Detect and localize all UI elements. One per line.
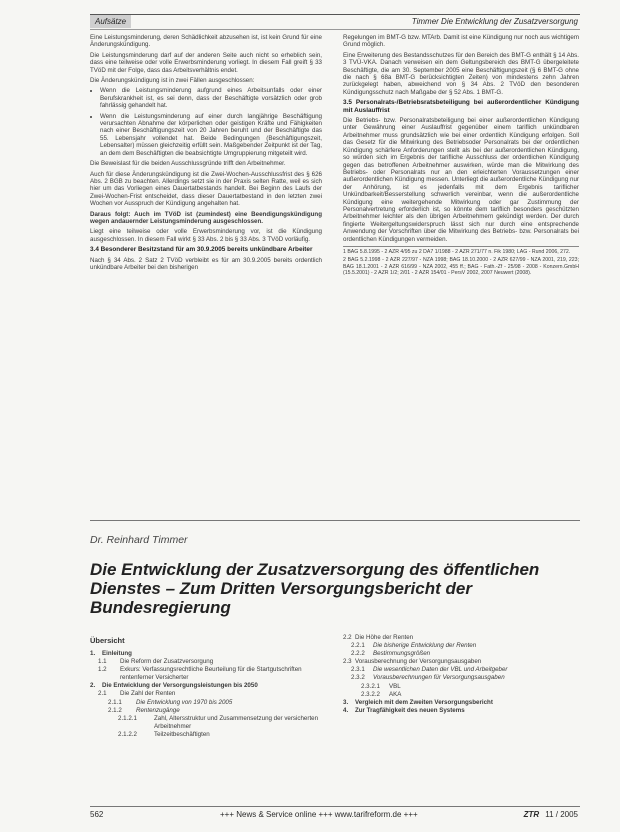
toc-text: Rentenzugänge [136, 706, 180, 714]
toc-number: 1. [90, 650, 96, 657]
paragraph: Die Änderungskündigung ist in zwei Fällen ausgeschlossen: [90, 77, 255, 85]
paragraph: Die Beweislast für die beiden Ausschlussgründe trifft den Arbeitnehmer. [90, 160, 286, 168]
toc-entry [90, 707, 330, 715]
toc-entry [90, 715, 330, 731]
toc-number: 2.1.2.2 [118, 730, 137, 738]
toc-number: 2.1.1 [108, 698, 122, 706]
toc-entry [343, 666, 579, 674]
toc-right-column [343, 634, 579, 715]
journal-logo: ZTR [523, 810, 540, 819]
paragraph-emphasis: Daraus folgt: Auch im TVöD ist (zumindest) eine Beendigungskündigung wegen andauernder Leistungsminderung ausgeschlossen. [90, 210, 322, 225]
toc-left-column [90, 650, 330, 739]
footnote: 2 BAG 5.2.1998 - 2 AZR 227/97 - NZA 1998; BAG 18.10.2000 - 2 AZR 627/99 - NZA 2001, 219, 223; BAG 18.1.2001 - 2 AZR 616/99 - NZA 2002, 455 ff.; BAG - Fath.-Zf - 25/98 - 2008 - Konzern.GmbH (15.5.2001) - 2 AZR 1/2; 2/01 - 2 AZR 154/01 - PersV 2002, 2007 Neuwert (2008). [343, 257, 579, 277]
section-heading: 3.4 Besonderer Besitzstand für am 30.9.2005 bereits unkündbare Arbeiter [90, 246, 313, 254]
toc-entry [90, 666, 330, 682]
toc-number: 1.1 [98, 658, 107, 666]
toc-text: Zur Tragfähigkeit des neuen Systems [355, 706, 465, 714]
toc-entry [90, 731, 330, 739]
toc-text: Vorausberechnungen für Versorgungsausgaben [373, 674, 505, 682]
toc-text: Die Zahl der Renten [120, 690, 176, 698]
toc-number: 2.2.2 [351, 650, 365, 658]
footer-news-link[interactable]: +++ News & Service online +++ www.tarifreform.de +++ [220, 810, 418, 819]
toc-entry [343, 658, 579, 666]
toc-number: 1.2 [98, 666, 107, 674]
left-column [90, 34, 322, 512]
toc-text: Exkurs: Verfassungsrechtliche Beurteilung für die Startgutschriften rentenferner Versicherter [120, 666, 302, 682]
toc-number: 2.3.2 [351, 674, 365, 682]
article-title: Die Entwicklung der Zusatzversorgung des öffentlichen Dienstes – Zum Dritten Versorgungsbericht der Bundesregierung [90, 560, 540, 617]
journal-issue [524, 809, 578, 821]
section-badge: Aufsätze [90, 15, 131, 28]
footnotes [343, 246, 579, 277]
paragraph: Nach § 34 Abs. 2 Satz 2 TVöD verbleibt es für am 30.9.2005 bereits ordentlich unkündbare Arbeiter bei den bisherigen [90, 256, 322, 271]
list-item: • Wenn die Leistungsminderung auf einer durch langjährige Beschäftigung verursachten Abnahme der körperlichen oder geistigen Kräfte und Fähigkeiten nach einer Beschäftigungszeit von 20 Jahren beruht und der Beschäftigte das 55. Lebensjahr vollendet hat. Beide Bedingungen (Beschäftigungszeit, Lebensalter) müssen gleichzeitig erfüllt sein. Maßgebender Zeitpunkt ist der Tag, an dem dem Beschäftigten die beabsichtigte Umgruppierung mitgeteilt wird. [100, 113, 322, 157]
page-number: 562 [90, 810, 104, 819]
toc-number: 2.1.2 [108, 706, 122, 714]
toc-number: 2.2 [343, 634, 352, 641]
toc-text: VBL [389, 682, 401, 690]
paragraph: Eine Leistungsminderung, deren Schädlichkeit abzusehen ist, ist kein Grund für eine Änderungskündigung. [90, 34, 322, 49]
toc-entry [90, 699, 330, 707]
toc-number: 2.3.1 [351, 666, 365, 674]
toc-number: 2.3.2.2 [361, 690, 380, 698]
toc-number: 2.1.2.1 [118, 714, 137, 722]
toc-number: 2.3 [343, 658, 352, 666]
toc-number: 2.2.1 [351, 642, 365, 650]
toc-text: Zahl, Altersstruktur und Zusammensetzung der versicherten Arbeitnehmer [154, 714, 319, 730]
toc-entry [343, 691, 579, 699]
toc-text: Die Entwicklung von 1970 bis 2005 [136, 698, 233, 706]
paragraph: Eine Erweiterung des Bestandsschutzes für den Bereich des BMT-G enthält § 14 Abs. 3 TVÜ-VKA. Danach verweisen ein dem Geltungsbereich des BMT-G übergeleitete Beschäftigte, die am 30. September 2005 eine Beschäftigungszeit (§ 6 BMT-G ohne die nach § 68a BMT-G berücksichtigten Zeiten) von mindestens zehn Jahren zurückgelegt haben, abweichend von § 34 Abs. 2 TVöD den besonderen Kündigungsschutz nach Maßgabe der § 52 Abs. 1 BMT-G. [343, 51, 579, 96]
paragraph: Die Leistungsminderung darf auf der anderen Seite auch nicht so erheblich sein, dass eine teilweise oder volle Erwerbsminderung vorliegt. In diesem Fall greift § 33 TVöD mit der Folge, dass das Arbeitsverhältnis endet. [90, 51, 322, 74]
list-item: • Wenn die Leistungsminderung aufgrund eines Arbeitsunfalls oder einer Berufskrankheit ist, es sei denn, dass der Beschäftigte vorsätzlich oder grob fahrlässig gehandelt hat. [100, 87, 322, 109]
toc-entry [90, 690, 330, 698]
author-name: Dr. Reinhard Timmer [90, 534, 188, 546]
toc-number: 2.3.2.1 [361, 682, 380, 690]
toc-entry [343, 707, 579, 715]
right-column [343, 34, 579, 512]
toc-number: 4. [343, 706, 349, 714]
toc-entry [90, 682, 330, 690]
running-header [90, 14, 580, 30]
toc-text: Bestimmungsgrößen [373, 650, 431, 658]
toc-text: Vergleich mit dem Zweiten Versorgungsbericht [355, 698, 493, 706]
toc-text: Die Reform der Zusatzversorgung [120, 658, 214, 666]
toc-entry [343, 674, 579, 682]
toc-text: Die bisherige Entwicklung der Renten [373, 642, 477, 650]
section-heading: 3.5 Personalrats-/Betriebsratsbeteiligung bei außerordentlicher Kündigung mit Auslauffrist [343, 99, 579, 114]
toc-number: 2.1 [98, 690, 107, 698]
toc-text: Teilzeitbeschäftigten [154, 730, 210, 738]
bullet-list [90, 87, 322, 157]
toc-text: Die Entwicklung der Versorgungsleistungen bis 2050 [102, 682, 258, 690]
article-divider [90, 520, 580, 521]
toc-entry [343, 634, 579, 642]
page-footer [90, 806, 580, 821]
paragraph: Liegt eine teilweise oder volle Erwerbsminderung vor, ist die Kündigung ausgeschlossen. In diesem Fall wirkt § 33 Abs. 2 bis § 33 Abs. 3 TVöD vorläufig. [90, 228, 322, 243]
toc-entry [343, 683, 579, 691]
toc-text: Die Höhe der Renten [355, 634, 414, 641]
toc-entry [90, 658, 330, 666]
toc-number: 3. [343, 698, 349, 706]
paragraph: Die Betriebs- bzw. Personalratsbeteiligung bei einer außerordentlichen Kündigung unter Gewährung einer Auslauffrist gegenüber einem tariflich unkündbaren Arbeitnehmer muss grundsätzlich wie bei einer ordentlich Kündigung erfolgen. Soll das Gesetz für die Mitwirkung des Betriebsoder Personalrats bei der ordentlichen Kündigung schärfere Anforderungen stellt als bei der außerordentlichen Kündigung, so würden sich im Ergebnis der tarifliche Ausschluss der ordentlichen Kündigung gegen das betroffenen Arbeitnehmer auswirken, würde man die Mitwirkung des Betriebs- oder Personalrats nur an den erleichterten Voraussetzungen einer außerordentlichen Kündigung messen. Unterliegt die außerordentliche Kündigung nur der Anhörung, ist es jedenfalls mit dem Ergebnis tariflicher Unkündbarkeit/Besserstellung schwerlich vereinbar, wenn die außerordentliche Kündigung eine weitergehende Mitwirkung oder gar Zustimmung der Personalvertretung erforderlich ist, so könnte dem tariflich besonders geschützten Arbeitnehmer leichter als den übrigen Arbeitnehmern gekündigt werden. Der durch fingierte Weitergeltungswiderspruch lässt sich nur durch eine entsprechende Anwendung der Vorschriften über die Mitwirkung des Betriebs- bzw. Personalrats bei ordentlichen Kündigungen vermeiden. [343, 117, 579, 243]
toc-number: 2. [90, 682, 96, 690]
toc-entry [343, 642, 579, 650]
toc-entry [343, 650, 579, 658]
toc-heading: Übersicht [90, 636, 125, 645]
running-title: Timmer Die Entwicklung der Zusatzversorgung [411, 17, 578, 26]
toc-text: Vorausberechnung der Versorgungsausgaben [355, 658, 482, 666]
paragraph: Auch für diese Änderungskündigung ist die Zwei-Wochen-Ausschlussfrist des § 626 Abs. 2 BGB zu beachten. Allerdings setzt sie in der Praxis selten Ratte, weil es sich hier um das Vorliegen eines Dauertatbestands handelt. Bei Beginn des Laufs der Zwei-Wochen-Frist entscheidet, dass dieser Dauertatbestand in den letzten zwei Wochen vor Ausspruch der Kündigung angehalten hat. [90, 170, 322, 208]
paragraph: Regelungen im BMT-G bzw. MTArb. Damit ist eine Kündigung nur noch aus wichtigem Grund möglich. [343, 34, 579, 49]
toc-text: Die wesentlichen Daten der VBL und Arbeitgeber [373, 666, 508, 674]
toc-entry [343, 699, 579, 707]
toc-text: Einleitung [102, 650, 132, 657]
issue-number: 11 / 2005 [545, 810, 578, 819]
toc-entry [90, 650, 330, 658]
footnote: 1 BAG 5.8.1995 - 2 AZR 4/95 zu 2 DA7 1/1988 - 2 AZR 271/77 n. Fik 1980; LAG - Rund 2006, 272. [343, 248, 571, 255]
toc-text: AKA [389, 690, 402, 698]
